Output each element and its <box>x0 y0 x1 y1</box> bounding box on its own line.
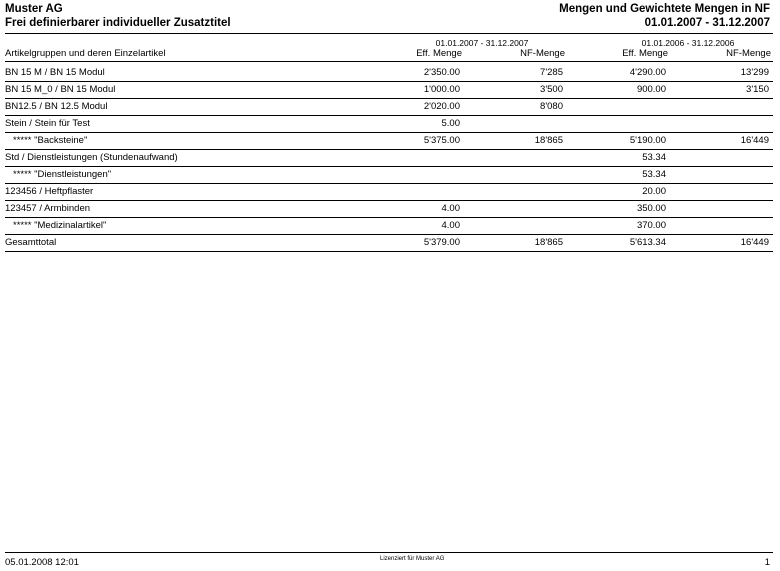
report-subtitle: Frei definierbarer individueller Zusatztitel <box>5 17 231 29</box>
footer-datetime: 05.01.2008 12:01 <box>5 557 79 568</box>
report-header-right <box>559 2 770 30</box>
table-row <box>5 167 773 184</box>
row-label: ***** "Medizinalartikel" <box>13 220 107 231</box>
cell-eff-2006: 4'290.00 <box>629 67 666 78</box>
period-previous-label: 01.01.2006 - 31.12.2006 <box>641 38 735 48</box>
report-period: 01.01.2007 - 31.12.2007 <box>644 17 770 29</box>
report-table <box>5 65 773 252</box>
cell-eff-2006: 53.34 <box>642 152 666 163</box>
cell-nf-2006: 13'299 <box>740 67 769 78</box>
cell-nf-2006: 16'449 <box>740 135 769 146</box>
table-row <box>5 150 773 167</box>
cell-eff-2007: 2'020.00 <box>423 101 460 112</box>
footer-license: Lizenziert für Muster AG <box>380 556 445 562</box>
cell-eff-2007: 2'350.00 <box>423 67 460 78</box>
column-header-label: Artikelgruppen und deren Einzelartikel <box>5 48 166 59</box>
column-header-nf-current: NF-Menge <box>520 48 565 59</box>
cell-nf-2006: 16'449 <box>740 237 769 248</box>
row-label: 123457 / Armbinden <box>5 203 91 214</box>
table-row <box>5 133 773 150</box>
cell-eff-2006: 5'190.00 <box>629 135 666 146</box>
cell-eff-2006: 900.00 <box>636 84 666 95</box>
cell-eff-2006: 350.00 <box>636 203 666 214</box>
cell-nf-2007: 8'080 <box>540 101 563 112</box>
cell-nf-2007: 18'865 <box>534 135 563 146</box>
row-label: BN12.5 / BN 12.5 Modul <box>5 101 108 112</box>
footer-divider <box>5 552 773 553</box>
cell-nf-2007: 7'285 <box>540 67 563 78</box>
row-label: Stein / Stein für Test <box>5 118 90 129</box>
header-divider <box>5 33 773 34</box>
period-current-label: 01.01.2007 - 31.12.2007 <box>435 38 529 48</box>
row-label: ***** "Dienstleistungen" <box>13 169 112 180</box>
cell-eff-2006: 20.00 <box>642 186 666 197</box>
table-row <box>5 201 773 218</box>
cell-eff-2007: 4.00 <box>441 220 460 231</box>
cell-nf-2007: 3'500 <box>540 84 563 95</box>
column-header-nf-previous: NF-Menge <box>726 48 771 59</box>
row-label: BN 15 M / BN 15 Modul <box>5 67 105 78</box>
table-row <box>5 82 773 99</box>
table-row <box>5 218 773 235</box>
cell-eff-2007: 5'379.00 <box>423 237 460 248</box>
cell-eff-2006: 370.00 <box>636 220 666 231</box>
report-title: Mengen und Gewichtete Mengen in NF <box>559 3 770 15</box>
cell-eff-2007: 5'375.00 <box>423 135 460 146</box>
cell-eff-2007: 1'000.00 <box>423 84 460 95</box>
table-row <box>5 116 773 133</box>
table-row <box>5 184 773 201</box>
row-label: Std / Dienstleistungen (Stundenaufwand) <box>5 152 178 163</box>
row-label: BN 15 M_0 / BN 15 Modul <box>5 84 116 95</box>
cell-nf-2007: 18'865 <box>534 237 563 248</box>
cell-eff-2007: 5.00 <box>441 118 460 129</box>
row-label: ***** "Backsteine" <box>13 135 88 146</box>
table-row <box>5 235 773 252</box>
column-header-divider <box>5 61 773 62</box>
cell-eff-2007: 4.00 <box>441 203 460 214</box>
cell-eff-2006: 53.34 <box>642 169 666 180</box>
company-name: Muster AG <box>5 3 63 15</box>
column-header-eff-previous: Eff. Menge <box>622 48 668 59</box>
footer-page-number: 1 <box>764 557 770 568</box>
cell-nf-2006: 3'150 <box>746 84 769 95</box>
table-row <box>5 99 773 116</box>
row-label: 123456 / Heftpflaster <box>5 186 94 197</box>
table-row <box>5 65 773 82</box>
column-header-eff-current: Eff. Menge <box>416 48 462 59</box>
report-header-left <box>5 2 231 30</box>
row-label: Gesamttotal <box>5 237 57 248</box>
cell-eff-2006: 5'613.34 <box>629 237 666 248</box>
